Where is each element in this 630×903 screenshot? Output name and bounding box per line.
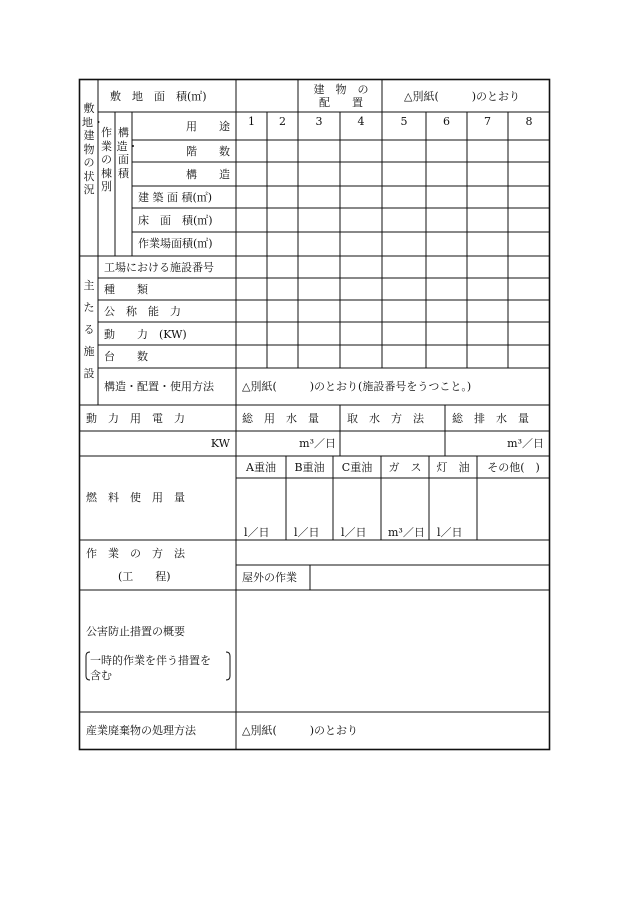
row-label-building-area: 建 築 面 積(㎡) xyxy=(138,191,213,204)
building-layout-label-line2: 配 置 xyxy=(319,96,363,109)
fuel-type-kerosene: 灯 油 xyxy=(436,461,470,474)
building-layout-label xyxy=(305,84,377,108)
water-unit: m³／日 xyxy=(299,437,336,450)
work-method-label: 作 業 の 方 法 xyxy=(86,547,185,560)
site-section-label: 敷地・建物の状況 xyxy=(82,102,104,196)
fuel-type-c-oil: C重油 xyxy=(341,461,373,474)
site-area-label-text: 敷 地 面 積(㎡) xyxy=(110,90,207,103)
column-number: 4 xyxy=(357,115,365,128)
waste-disposal-label: 産業廃棄物の処理方法 xyxy=(86,724,196,737)
fuel-label: 燃 料 使 用 量 xyxy=(86,491,185,504)
fuel-type-gas: ガ ス xyxy=(388,461,422,474)
column-number: 1 xyxy=(248,115,255,128)
column-number: 3 xyxy=(315,115,323,128)
column-number: 6 xyxy=(443,115,450,128)
power-unit: KW xyxy=(210,437,230,450)
fuel-unit: l／日 xyxy=(294,526,320,539)
water-intake-label: 取 水 方 法 xyxy=(347,412,424,425)
fuel-unit: l／日 xyxy=(437,526,463,539)
facility-row-count: 台 数 xyxy=(104,350,148,363)
row-label-structure: 構 造 xyxy=(186,168,230,181)
facility-row-kind xyxy=(104,284,230,295)
total-drain-label: 総 排 水 量 xyxy=(452,412,529,425)
pollution-note-line2: 含む xyxy=(90,669,112,682)
fuel-unit: m³／日 xyxy=(388,526,425,539)
column-number: 8 xyxy=(525,115,533,128)
column-number: 5 xyxy=(400,115,408,128)
waste-disposal-value: △別紙( )のとおり xyxy=(242,724,359,737)
fuel-type-a-oil: A重油 xyxy=(246,461,276,474)
building-layout-label-line1: 建 物 の xyxy=(313,83,369,96)
facility-row-number: 工場における施設番号 xyxy=(104,261,214,274)
outdoor-work-label: 屋外の作業 xyxy=(242,571,297,584)
column-number: 2 xyxy=(279,115,286,128)
facilities-section-label: 主たる施設 xyxy=(83,279,95,380)
facility-structure-value: △別紙( )のとおり(施設番号をうつこと。) xyxy=(242,380,472,393)
group-label-structure: 構造・面積 xyxy=(116,126,139,180)
fuel-unit: l／日 xyxy=(244,526,270,539)
drain-unit: m³／日 xyxy=(507,437,544,450)
pollution-note-line1: 一時的作業を伴う措置を xyxy=(90,654,211,667)
fuel-unit: l／日 xyxy=(341,526,367,539)
row-label-workshop-area: 作業場面積(㎡) xyxy=(138,237,213,250)
facility-structure-label: 構造・配置・使用方法 xyxy=(104,380,214,393)
fuel-type-b-oil: B重油 xyxy=(294,461,325,474)
group-label-building: 作業の棟別 xyxy=(101,126,112,193)
building-layout-value: △別紙( )のとおり xyxy=(404,90,521,103)
power-label: 動 力 用 電 力 xyxy=(86,412,185,425)
pollution-measures-label: 公害防止措置の概要 xyxy=(86,625,185,638)
row-label-use: 用 途 xyxy=(186,120,230,133)
facility-row-power: 動 力 (KW) xyxy=(104,328,187,341)
facility-row-kind-text: 種 類 xyxy=(104,283,148,296)
row-label-floors: 階 数 xyxy=(186,145,230,158)
site-area-label xyxy=(110,91,228,102)
column-number: 7 xyxy=(484,115,491,128)
fuel-type-other: その他( ) xyxy=(487,461,540,474)
row-label-floor-area: 床 面 積(㎡) xyxy=(138,214,213,227)
total-water-label: 総 用 水 量 xyxy=(242,412,319,425)
facility-row-capacity: 公 称 能 力 xyxy=(104,305,181,318)
work-method-process-label: (工 程) xyxy=(118,570,171,583)
